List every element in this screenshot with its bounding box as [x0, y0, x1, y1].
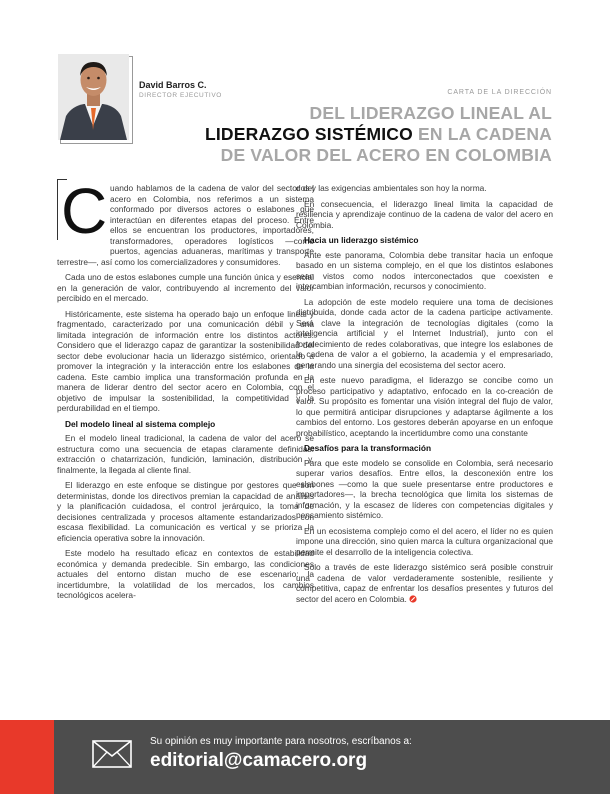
- subheading: Del modelo lineal al sistema complejo: [65, 418, 216, 429]
- paragraph: Ante este panorama, Colombia debe transitar hacia un enfoque basado en un sistema complejo, en el que los distintos eslabones sean vistos como nodos interconectados que coexisten e intercambian información, recursos y conocimiento.: [296, 249, 553, 291]
- paragraph-text: Solo a través de este liderazgo sistémico será posible construir una cadena de valor verdaderamente sostenible, resiliente y competitiva, capaz de enfrentar los desafíos presentes y futuros del sector del acero en Colombia.: [296, 562, 553, 604]
- author-portrait-image: [58, 54, 129, 140]
- paragraph: [296, 562, 553, 604]
- footer-email-link[interactable]: editorial@camacero.org: [150, 750, 368, 771]
- paragraph: En consecuencia, el liderazgo lineal limita la capacidad de resiliencia y aprendizaje continuo de la cadena de valor del acero en Colombia.: [296, 198, 553, 230]
- drop-cap: [57, 175, 108, 247]
- paragraph: dos y las exigencias ambientales son hoy la norma.: [296, 183, 487, 193]
- section-label: CARTA DE LA DIRECCIÓN: [447, 89, 552, 96]
- footer-accent-bar: [0, 720, 54, 794]
- author-name: David Barros C.: [139, 80, 207, 90]
- end-mark-icon: [409, 595, 417, 603]
- title-line-2: EN LA CADENA: [412, 124, 552, 144]
- paragraph: uando hablamos de la cadena de valor del sector del acero en Colombia, nos referimos a un sistema conformado por diversos actores o eslabones que interactúan en diferentes etapas del proceso. Entre ellos se encuentran los productores, importadores, transformadores, operadores logísticos —como puertos, agencias aduaneras, marítimas y transporte terrestre—, así como los comercializadores y consumidores.: [57, 183, 314, 267]
- article-column-2: [296, 183, 553, 609]
- title-highlight: LIDERAZGO SISTÉMICO: [204, 124, 413, 144]
- paragraph: En el modelo lineal tradicional, la cadena de valor del acero se estructura como una secuencia de etapas claramente definidas: extracción o chatarrización, fundición, laminación, distribución y, finalmente, la llegada al cliente final.: [57, 433, 314, 475]
- paragraph: Este modelo ha resultado eficaz en contextos de estabilidad económica y demanda predecible. Sin embargo, las condiciones actuales del entorno distan mucho de ese escenario: la incertidumbre, la volatilidad de los mercados, los cambios tecnológicos acelera-: [57, 548, 314, 600]
- subheading: Desafíos para la transformación: [304, 443, 432, 453]
- title-line-1: DEL LIDERAZGO LINEAL AL: [309, 103, 552, 123]
- paragraph: Cada uno de estos eslabones cumple una función única y esencial en la generación de valor, contribuyendo al incremento del valor percibido en el mercado.: [57, 272, 314, 303]
- mail-icon: [92, 740, 132, 768]
- paragraph: El liderazgo en este enfoque se distingue por gestores que son deterministas, donde los directivos premian la capacidad de análisis y la planificación cuidadosa, el control jerárquico, la toma de decisiones centralizada y procesos altamente estandarizados con escasa flexibilidad. La comunicación es vertical y se prioriza la eficiencia operativa sobre la innovación.: [57, 480, 314, 543]
- subheading: Hacia un liderazgo sistémico: [304, 235, 419, 245]
- article-column-1: [57, 175, 314, 606]
- paragraph: En un ecosistema complejo como el del acero, el líder no es quien impone una dirección, sino quien marca la cultura organizacional que permite el desarrollo de la inteligencia colectiva.: [296, 525, 553, 557]
- paragraph: Para que este modelo se consolide en Colombia, será necesario superar varios desafíos. Entre ellos, la desconexión entre los eslabones —como la que suele presentarse entre productores e importadores—, la brecha tecnológica que limita los sistemas de información, y la escasez de líderes con competencias digitales y pensamiento sistémico.: [296, 457, 553, 520]
- article-title: [132, 103, 552, 166]
- title-line-3: DE VALOR DEL ACERO EN COLOMBIA: [220, 145, 552, 165]
- author-role: DIRECTOR EJECUTIVO: [139, 92, 222, 99]
- drop-cap-letter: C: [61, 175, 108, 247]
- footer-banner: [0, 720, 610, 794]
- footer-prompt: Su opinión es muy importante para nosotros, escríbanos a:: [150, 736, 412, 747]
- paragraph: Históricamente, este sistema ha operado bajo un enfoque lineal y fragmentado, caracterizado por una comunicación débil y una limitada integración de información entre los distintos actores. Considero que el liderazgo capaz de garantizar la sostenibilidad del sector debe evolucionar hacia un liderazgo sistémico, orientado a promover la integración y la interacción entre los eslabones de la cadena. Este cambio implica una transformación profunda en la manera de liderar dentro del sector acero en Colombia, con el objetivo de impulsar la sostenibilidad, la competitividad y la perdurabilidad en el tiempo.: [57, 308, 314, 413]
- author-photo: [58, 54, 129, 140]
- paragraph: En este nuevo paradigma, el liderazgo se concibe como un proceso participativo y adaptativo, enfocado en la co-creación de valor. Su propósito es fomentar una visión integral del flujo de valor, lo que permitirá anticipar disrupciones y adaptarse ágilmente a los cambios del entorno. Los gestores deberán apoyarse en un enfoque probabilístico, aceptando la incertidumbre como una constante: [296, 375, 553, 438]
- paragraph: La adopción de este modelo requiere una toma de decisiones distribuida, donde cada actor de la cadena participe activamente. Será clave la integración de tecnologías digitales (como la inteligencia artificial y el Internet Industrial), junto con el fortalecimiento de redes colaborativas, que integre los eslabones de la cadena de valor a el gobierno, la academia y el empresariado, generando una sinergia del ecosistema del sector acero.: [296, 296, 553, 370]
